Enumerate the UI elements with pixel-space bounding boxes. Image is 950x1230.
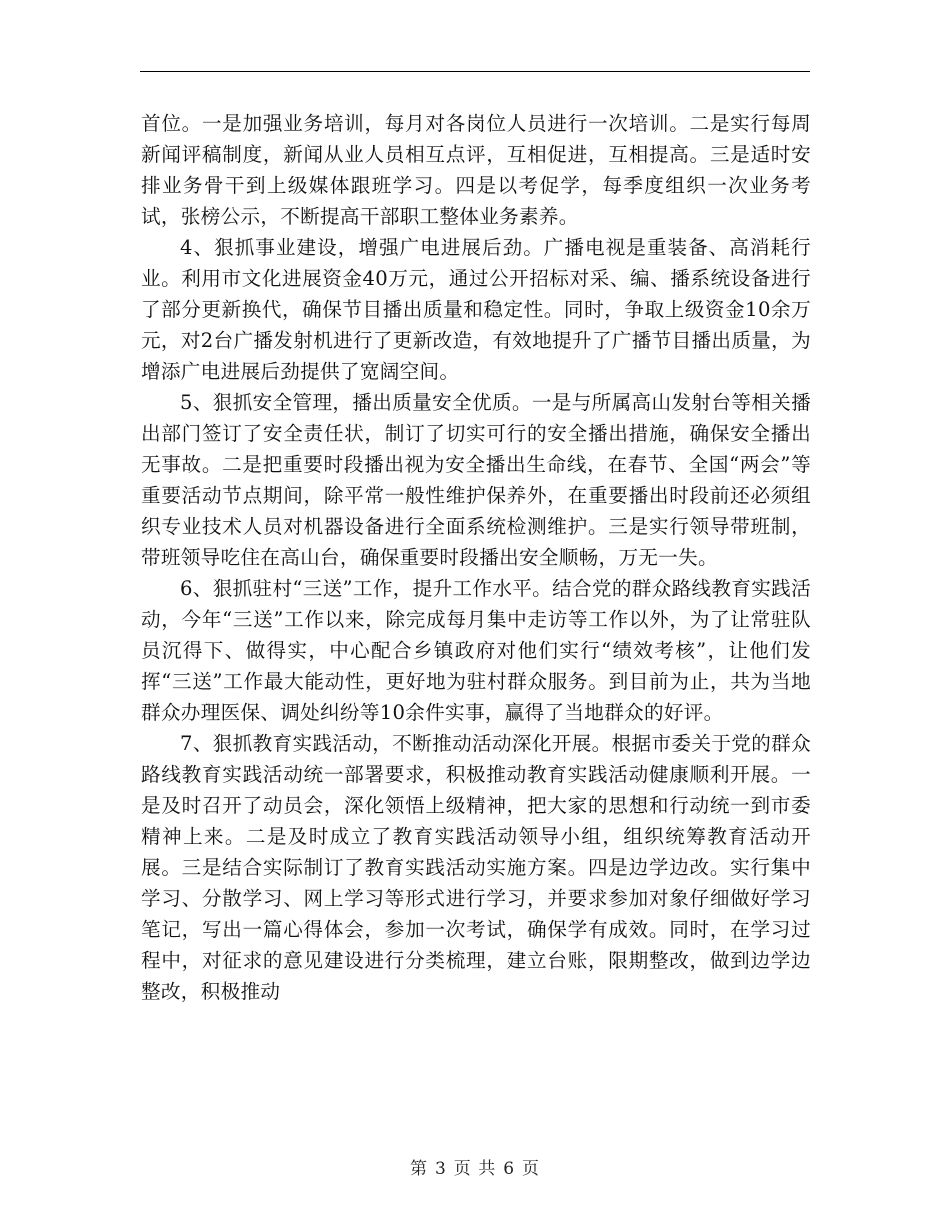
paragraph-item-4: 4、狠抓事业建设，增强广电进展后劲。广播电视是重装备、高消耗行业。利用市文化进展资金40万元，通过公开招标对采、编、播系统设备进行了部分更新换代，确保节目播出质量和稳定性。同时，争取上级资金10余万元，对2台广播发射机进行了更新改造，有效地提升了广播节目播出质量，为增添广电进展后劲提供了宽阔空间。 [141, 236, 811, 383]
paragraph-item-5: 5、狠抓安全管理，播出质量安全优质。一是与所属高山发射台等相关播出部门签订了安全责任状，制订了切实可行的安全播出措施，确保安全播出无事故。二是把重要时段播出视为安全播出生命线，在春节、全国“两会”等重要活动节点期间，除平常一般性维护保养外，在重要播出时段前还必须组织专业技术人员对机器设备进行全面系统检测维护。三是实行领导带班制，带班领导吃住在高山台，确保重要时段播出安全顺畅，万无一失。 [141, 391, 811, 569]
header-rule [140, 71, 810, 72]
paragraph-item-7: 7、狠抓教育实践活动，不断推动活动深化开展。根据市委关于党的群众路线教育实践活动统一部署要求，积极推动教育实践活动健康顺利开展。一是及时召开了动员会，深化领悟上级精神，把大家的思想和行动统一到市委精神上来。二是及时成立了教育实践活动领导小组，组织统筹教育活动开展。三是结合实际制订了教育实践活动实施方案。四是边学边改。实行集中学习、分散学习、网上学习等形式进行学习，并要求参加对象仔细做好学习笔记，写出一篇心得体会，参加一次考试，确保学有成效。同时，在学习过程中，对征求的意见建设进行分类梳理，建立台账，限期整改，做到边学边整改，积极推动 [141, 732, 811, 1003]
footer-suffix: 页 [522, 1159, 541, 1179]
page-number: 3 [434, 1159, 447, 1179]
paragraph-item-6: 6、狠抓驻村“三送”工作，提升工作水平。结合党的群众路线教育实践活动，今年“三送”工作以来，除完成每月集中走访等工作以外，为了让常驻队员沉得下、做得实，中心配合乡镇政府对他们实行“绩效考核”，让他们发挥“三送”工作最大能动性，更好地为驻村群众服务。到目前为止，共为当地群众办理医保、调处纠纷等10余件实事，赢得了当地群众的好评。 [141, 577, 811, 724]
page-footer [0, 1154, 950, 1179]
footer-prefix: 第 [409, 1159, 428, 1179]
body-text [141, 108, 811, 1007]
paragraph-continuation: 首位。一是加强业务培训，每月对各岗位人员进行一次培训。二是实行每周新闻评稿制度，新闻从业人员相互点评，互相促进，互相提高。三是适时安排业务骨干到上级媒体跟班学习。四是以考促学，每季度组织一次业务考试，张榜公示，不断提高干部职工整体业务素养。 [141, 112, 811, 228]
footer-middle: 页 共 [453, 1159, 497, 1179]
page-total: 6 [503, 1159, 516, 1179]
